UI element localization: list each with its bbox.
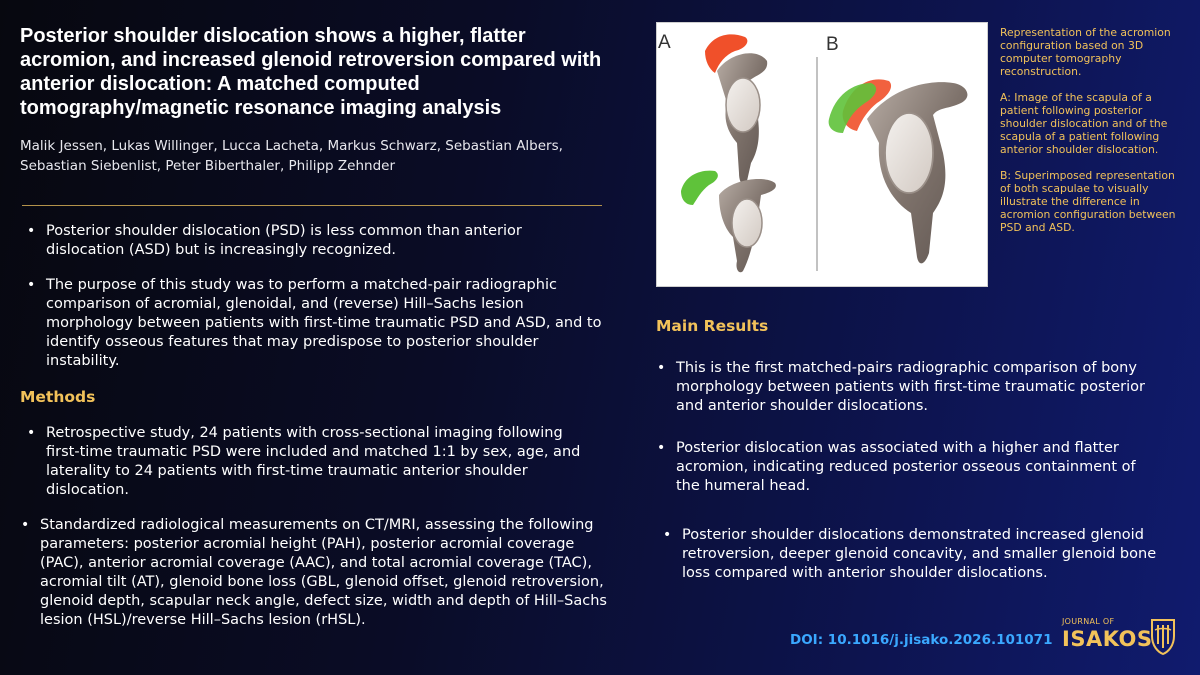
results-bullet-text: Posterior shoulder dislocations demonstrated increased glenoid retroversion, deeper glenoid concavity, and smaller glenoid bone loss compared with anterior shoulder dislocations. [682, 527, 1157, 581]
intro-bullet [20, 276, 610, 371]
author-list: Malik Jessen, Lukas Willinger, Lucca Lacheta, Markus Schwarz, Sebastian Albers, Sebastian Siebenlist, Peter Biberthaler, Philipp Zehnder [20, 138, 563, 174]
bullet-dot-icon: • [21, 517, 30, 533]
bullet-dot-icon: • [27, 425, 36, 441]
doi-link[interactable]: DOI: 10.1016/j.jisako.2026.101071 [790, 632, 1053, 648]
methods-heading: Methods [20, 388, 96, 406]
section-divider [22, 205, 602, 206]
results-heading: Main Results [656, 317, 769, 335]
bullet-dot-icon: • [663, 527, 672, 543]
scapula-illustration [657, 23, 987, 286]
asd-scapula [681, 171, 776, 273]
logo-small-text: JOURNAL OF [1062, 617, 1115, 626]
journal-logo [1062, 614, 1182, 660]
asd-acromion-shape [681, 171, 718, 205]
figure-caption [1000, 26, 1180, 247]
methods-bullet-text: Standardized radiological measurements on CT/MRI, assessing the following parameters: posterior acromial height (PAH), posterior acromial coverage (PAC), anterior acromial coverage (AAC), and total acromial coverage (TAC), acromial tilt (AT), glenoid bone loss (GBL, glenoid offset, glenoid retroversion, glenoid depth, scapular neck angle, defect size, width and depth of Hill–Sachs lesion (HSL)/reverse Hill–Sachs lesion (rHSL). [40, 517, 607, 628]
panel-b-label: B [826, 34, 839, 55]
psd-scapula [705, 34, 767, 183]
intro-bullet-text: Posterior shoulder dislocation (PSD) is less common than anterior dislocation (ASD) but is increasingly recognized. [46, 223, 522, 258]
bullet-dot-icon: • [27, 277, 36, 293]
intro-bullet-text: The purpose of this study was to perform a matched-pair radiographic comparison of acromial, glenoidal, and (reverse) Hill–Sachs lesion morphology between patients with first-time traumatic PSD and ASD, and to identify osseous features that may predispose to posterior shoulder instability. [46, 277, 602, 369]
caption-panel-b: B: Superimposed representation of both scapulae to visually illustrate the difference in acromion configuration between PSD and ASD. [1000, 169, 1176, 234]
results-bullet [650, 439, 1140, 496]
results-bullet [656, 526, 1166, 583]
bullet-dot-icon: • [657, 440, 666, 456]
isakos-emblem-icon [1146, 616, 1180, 656]
scapula-figure [656, 22, 988, 287]
bullet-dot-icon: • [657, 360, 666, 376]
methods-bullet-text: Retrospective study, 24 patients with cross-sectional imaging following first-time traumatic PSD were included and matched 1:1 by sex, age, and laterality to 24 patients with first-time traumatic anterior shoulder dislocation. [46, 425, 581, 498]
results-bullet [650, 359, 1170, 416]
article-title: Posterior shoulder dislocation shows a higher, flatter acromion, and increased glenoid retroversion compared with anterior dislocation: A matched computed tomography/magnetic resonance imaging analysis [20, 25, 602, 119]
results-bullet-text: Posterior dislocation was associated with a higher and flatter acromion, indicating reduced posterior osseous containment of the humeral head. [676, 440, 1136, 494]
intro-bullet [20, 222, 600, 260]
methods-bullet [14, 516, 614, 630]
logo-big-text: ISAKOS [1062, 627, 1153, 651]
caption-panel-a: A: Image of the scapula of a patient following posterior shoulder dislocation and of the scapula of a patient following anterior shoulder dislocation. [1000, 91, 1168, 156]
caption-intro: Representation of the acromion configuration based on 3D computer tomography reconstruction. [1000, 26, 1171, 78]
results-bullet-text: This is the first matched-pairs radiographic comparison of bony morphology between patients with first-time traumatic posterior and anterior shoulder dislocations. [676, 360, 1145, 414]
panel-a-label: A [658, 32, 671, 53]
bullet-dot-icon: • [27, 223, 36, 239]
methods-bullet [20, 424, 595, 500]
superimposed-scapulae [829, 79, 968, 263]
